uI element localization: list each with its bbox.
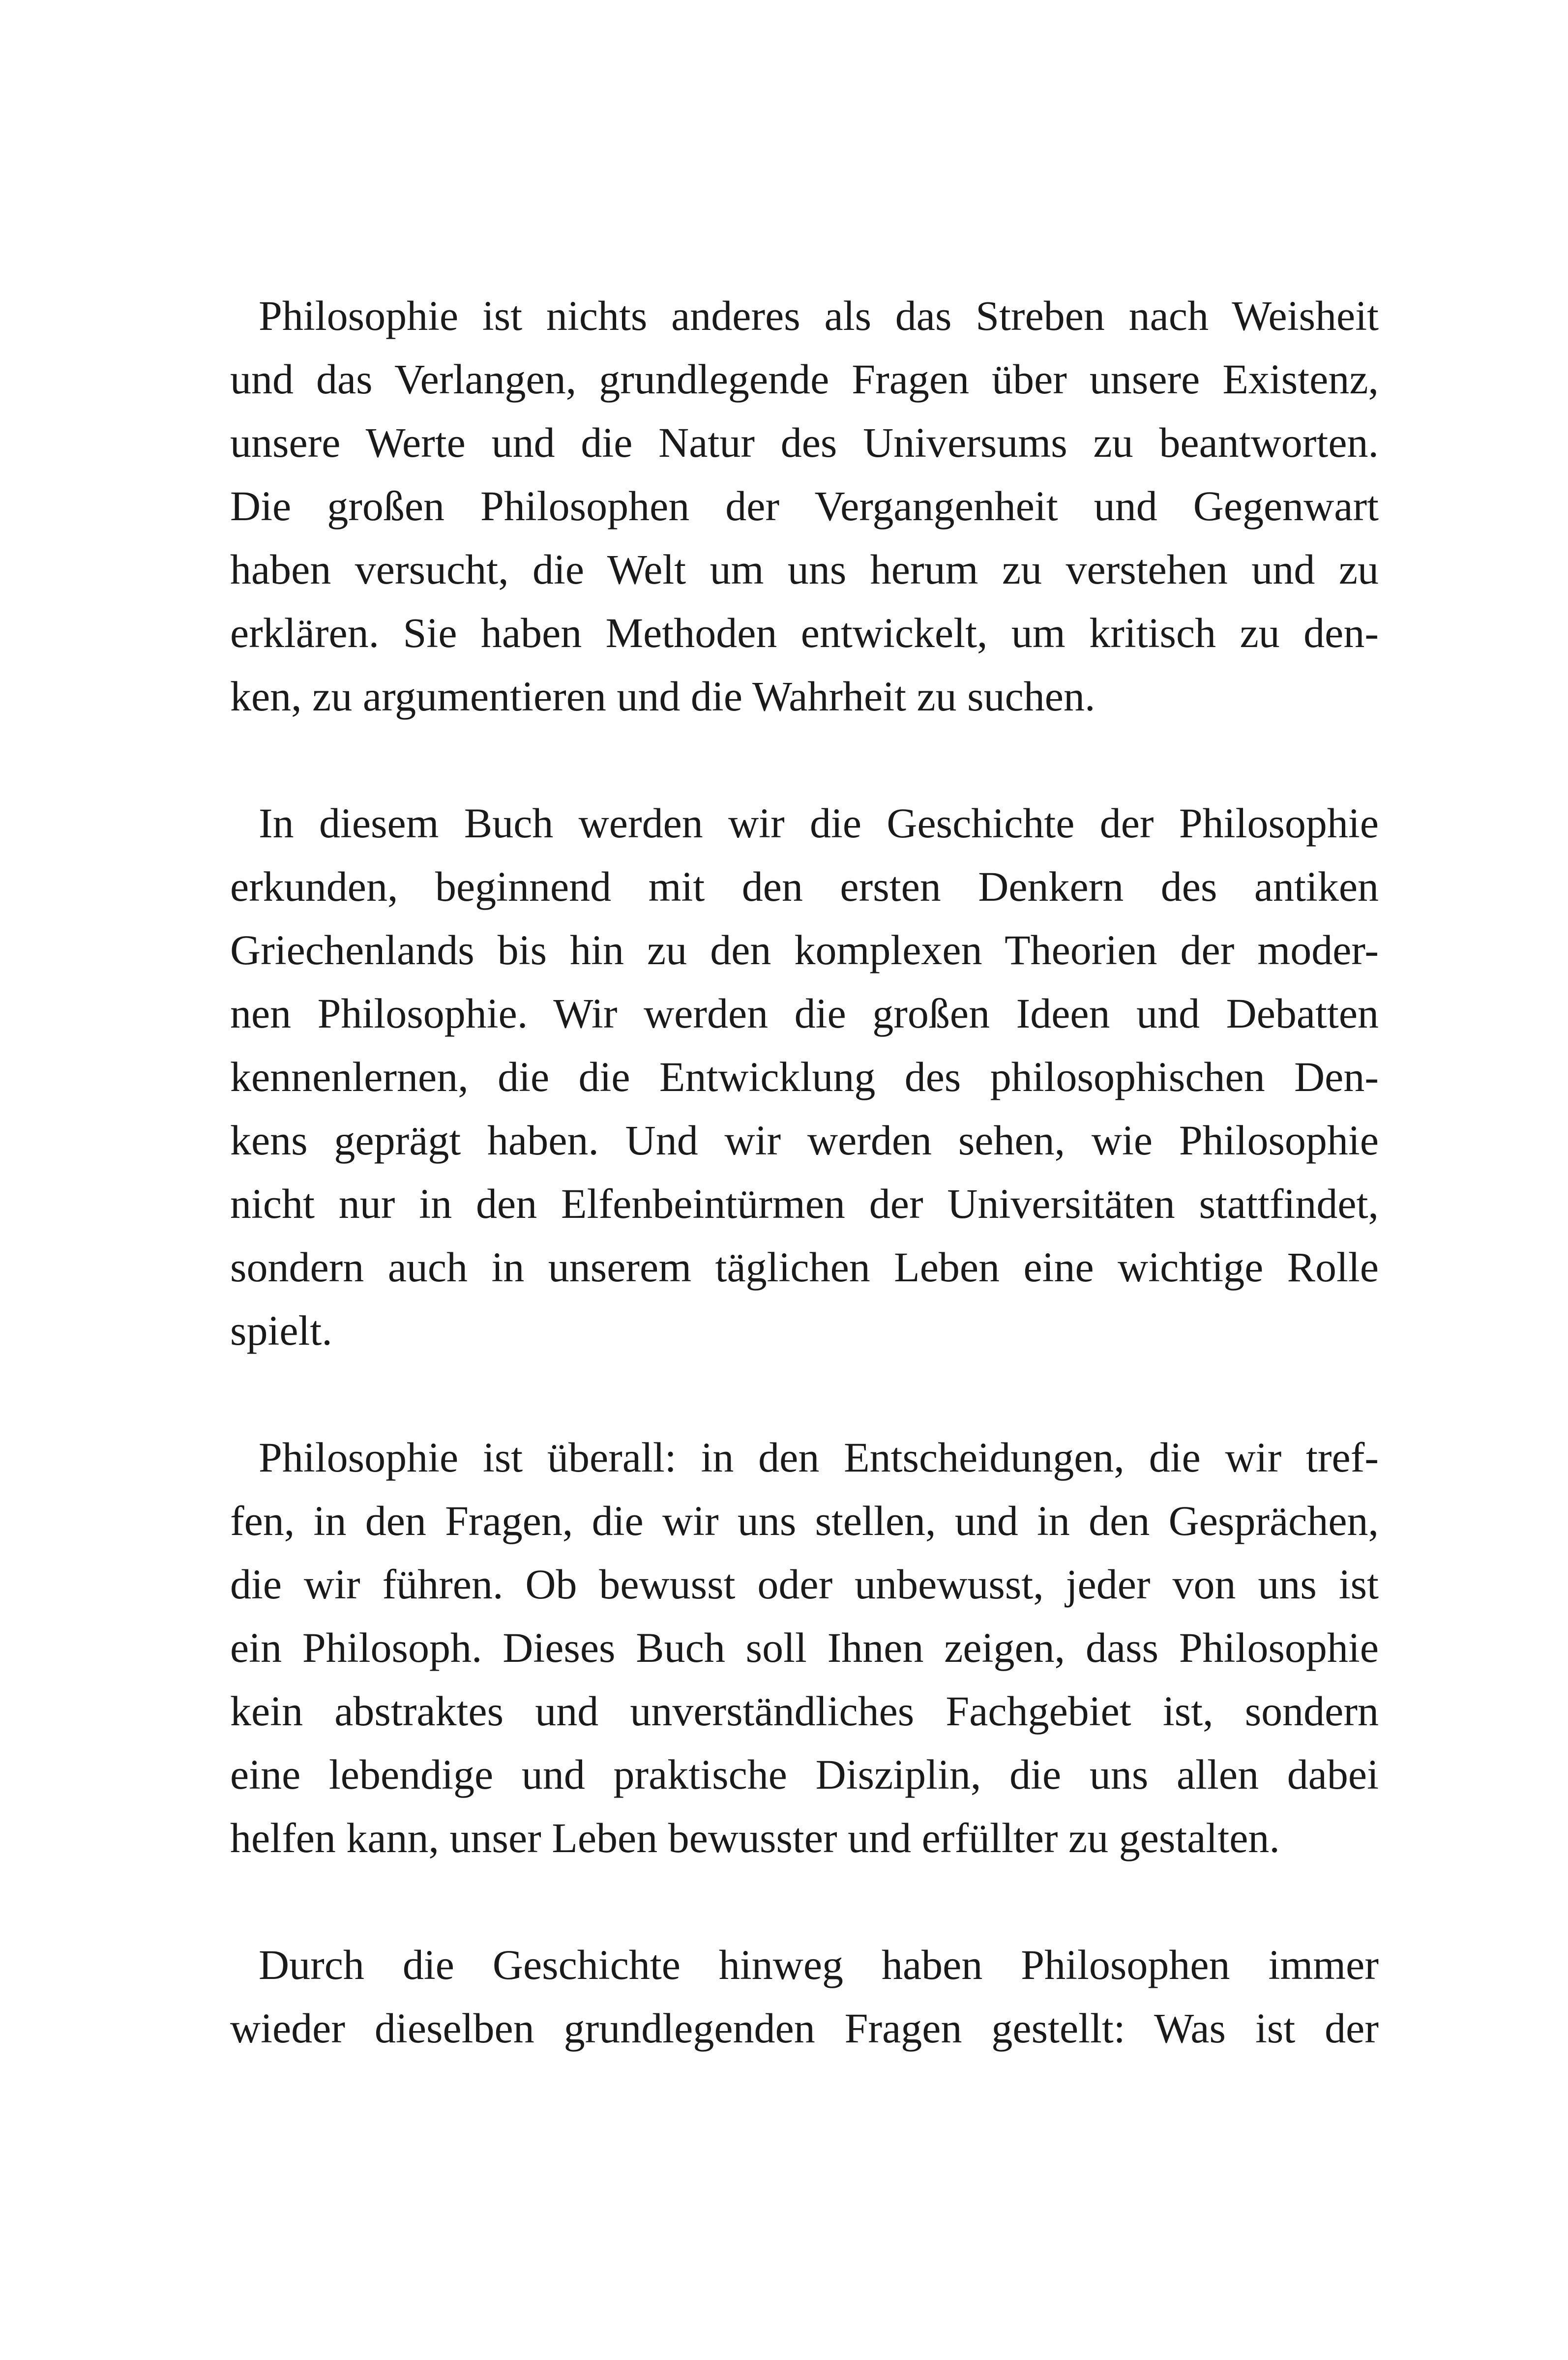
text-line: Philosophie ist nichts anderes als das Streben nach Weisheit bbox=[259, 292, 1379, 339]
text-line: kennenlernen, die die Entwicklung des philosophischen Den- bbox=[230, 1053, 1379, 1100]
text-line: ein Philosoph. Dieses Buch soll Ihnen zeigen, dass Philosophie bbox=[230, 1624, 1379, 1671]
text-line: Griechenlands bis hin zu den komplexen Theorien der moder- bbox=[230, 926, 1379, 974]
text-line: und das Verlangen, grundlegende Fragen über unsere Existenz, bbox=[230, 355, 1379, 403]
paragraph-2 bbox=[230, 792, 1379, 1362]
text-line: nen Philosophie. Wir werden die großen Ideen und Debatten bbox=[230, 990, 1379, 1037]
text-line: In diesem Buch werden wir die Geschichte der Philosophie bbox=[259, 799, 1379, 847]
text-line: helfen kann, unser Leben bewusster und erfüllter zu gestalten. bbox=[230, 1814, 1280, 1861]
text-line: eine lebendige und praktische Disziplin, die uns allen dabei bbox=[230, 1751, 1379, 1798]
text-line: erklären. Sie haben Methoden entwickelt, um kritisch zu den- bbox=[230, 609, 1379, 656]
paragraph-3 bbox=[230, 1426, 1379, 1870]
text-line: ken, zu argumentieren und die Wahrheit zu suchen. bbox=[230, 673, 1095, 720]
text-line: die wir führen. Ob bewusst oder unbewusst, jeder von uns ist bbox=[230, 1561, 1379, 1608]
text-line: Die großen Philosophen der Vergangenheit und Gegenwart bbox=[230, 482, 1379, 530]
text-line: erkunden, beginnend mit den ersten Denkern des antiken bbox=[230, 863, 1379, 910]
text-line: haben versucht, die Welt um uns herum zu verstehen und zu bbox=[230, 546, 1379, 593]
text-line: wieder dieselben grundlegenden Fragen gestellt: Was ist der bbox=[230, 2005, 1379, 2052]
paragraph-1 bbox=[230, 284, 1379, 728]
body-text bbox=[230, 284, 1379, 2124]
text-line: kein abstraktes und unverständliches Fachgebiet ist, sondern bbox=[230, 1687, 1379, 1735]
paragraph-4 bbox=[230, 1933, 1379, 2060]
text-line: spielt. bbox=[230, 1307, 332, 1354]
text-line: sondern auch in unserem täglichen Leben eine wichtige Rolle bbox=[230, 1243, 1379, 1291]
text-line: fen, in den Fragen, die wir uns stellen, und in den Gesprächen, bbox=[230, 1497, 1379, 1544]
text-line: nicht nur in den Elfenbeintürmen der Universitäten stattfindet, bbox=[230, 1180, 1379, 1227]
text-line: Durch die Geschichte hinweg haben Philosophen immer bbox=[259, 1941, 1379, 1988]
text-line: Philosophie ist überall: in den Entscheidungen, die wir tref- bbox=[259, 1434, 1379, 1481]
text-line: unsere Werte und die Natur des Universums zu beantworten. bbox=[230, 419, 1379, 466]
text-line: kens geprägt haben. Und wir werden sehen, wie Philosophie bbox=[230, 1117, 1379, 1164]
